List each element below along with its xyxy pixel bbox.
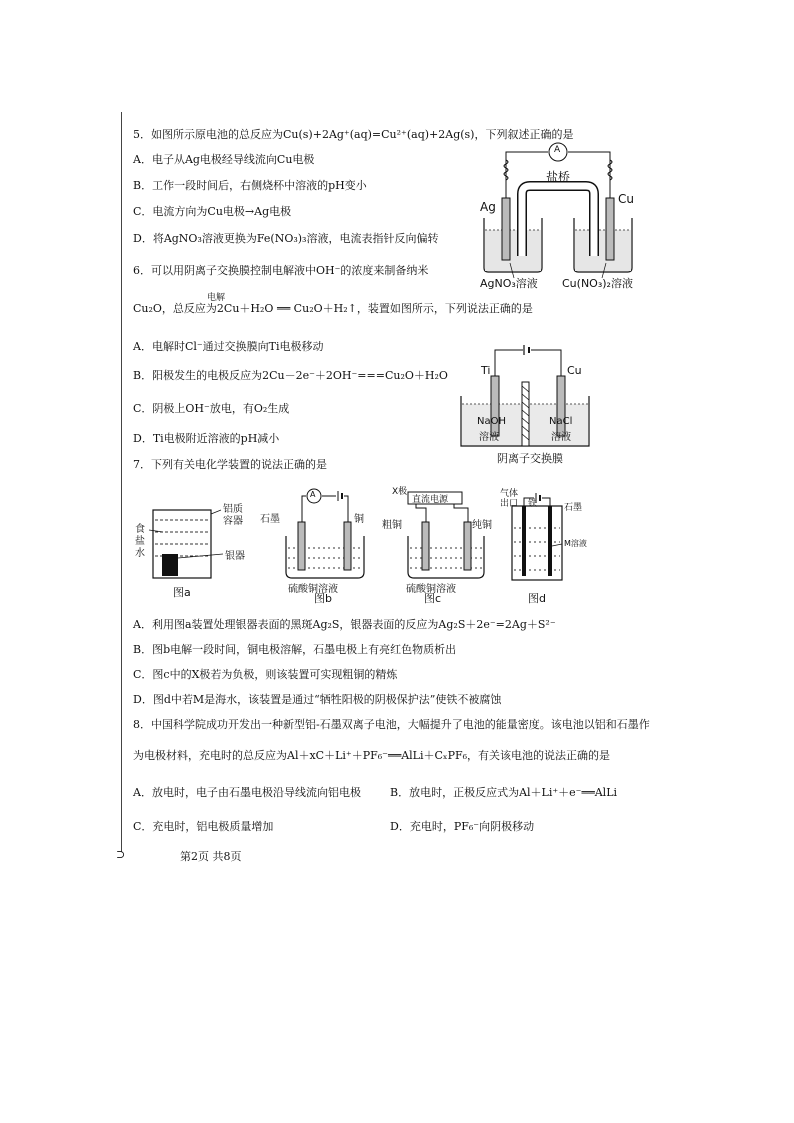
q5-ag-label: Ag — [480, 200, 496, 214]
q7-figure-d — [498, 486, 598, 604]
q5-option-a: A．电子从Ag电极经导线流向Cu电极 — [133, 153, 315, 166]
q7d-gas-label-1: 气体 — [500, 489, 519, 499]
q7a-container-label-1: 铝质 — [223, 504, 243, 515]
q7c-x-pole-label: X极 — [392, 487, 408, 497]
q5-salt-bridge-label: 盐桥 — [546, 170, 571, 184]
q6-ti-label: Ti — [481, 364, 491, 377]
q7c-pure-copper-label: 纯铜 — [472, 520, 492, 531]
q7a-caption: 图a — [173, 586, 191, 599]
q7-figure-a — [133, 492, 258, 602]
q8-option-d: D．充电时，PF₆⁻向阴极移动 — [390, 820, 535, 833]
q7d-iron-label: 铁 — [528, 499, 538, 509]
q7a-silver-label: 银器 — [225, 551, 245, 562]
q8-option-b: B．放电时，正极反应式为Al＋Li⁺＋e⁻══AlLi — [390, 786, 618, 799]
q6-electrolysis-diagram — [455, 342, 595, 472]
q7b-ammeter-label: A — [310, 490, 316, 499]
q7b-solution-label: 硫酸铜溶液 — [288, 584, 338, 595]
q7d-solution-label: M溶液 — [564, 539, 587, 548]
q7d-gas-label-2: 出口 — [500, 499, 519, 509]
q7c-crude-copper-label: 粗铜 — [382, 520, 402, 531]
page-number: 第2页 共8页 — [180, 850, 242, 863]
q6-naoh-label: NaOH — [477, 416, 506, 427]
q7c-solution-label: 硫酸铜溶液 — [406, 584, 456, 595]
q8-option-a: A．放电时，电子由石墨电极沿导线流向铝电极 — [133, 786, 361, 799]
q6-option-a: A．电解时Cl⁻通过交换膜向Ti电极移动 — [133, 340, 324, 353]
q6-membrane-label: 阴离子交换膜 — [497, 452, 563, 465]
q6-nacl-label: NaCl — [549, 416, 573, 427]
q5-cuno32-label: Cu(NO₃)₂溶液 — [562, 277, 633, 290]
q7c-power-label: 直流电源 — [412, 495, 449, 505]
q7b-copper-label: 铜 — [354, 514, 364, 525]
q5-option-b: B．工作一段时间后，右侧烧杯中溶液的pH变小 — [133, 179, 367, 192]
q8-option-c: C．充电时，铝电极质量增加 — [133, 820, 274, 833]
q7d-graphite-label: 石墨 — [564, 503, 583, 513]
binding-margin-line — [121, 112, 122, 852]
q5-ammeter-label: A — [554, 145, 561, 155]
q5-option-d: D．将AgNO₃溶液更换为Fe(NO₃)₃溶液，电流表指针反向偏转 — [133, 232, 439, 245]
q6-stem-1: 6．可以用阴离子交换膜控制电解液中OH⁻的浓度来制备纳米 — [133, 264, 429, 277]
q7-option-d: D．图d中若M是海水，该装置是通过“牺牲阳极的阴极保护法”使铁不被腐蚀 — [133, 693, 502, 706]
q7-stem: 7．下列有关电化学装置的说法正确的是 — [133, 458, 327, 471]
q7-figure-c — [378, 486, 498, 604]
q7d-caption: 图d — [528, 592, 546, 605]
q6-cu-label: Cu — [567, 364, 582, 377]
q7a-container-label-2: 容器 — [223, 516, 243, 527]
q6-naoh-solution-label: 溶液 — [479, 432, 499, 443]
q5-cu-label: Cu — [618, 192, 634, 206]
q7-option-b: B．图b电解一段时间，铜电极溶解，石墨电极上有亮红色物质析出 — [133, 643, 457, 656]
q6-option-c: C．阴极上OH⁻放电，有O₂生成 — [133, 402, 290, 415]
q5-option-c: C．电流方向为Cu电极→Ag电极 — [133, 205, 292, 218]
q7-option-a: A．利用图a装置处理银器表面的黑斑Ag₂S，银器表面的反应为Ag₂S＋2e⁻=2Ag＋S²⁻ — [133, 618, 556, 631]
q6-condition: 电解 — [207, 293, 226, 303]
q7-option-c: C．图c中的X极若为负极，则该装置可实现粗铜的精炼 — [133, 668, 398, 681]
q7b-caption: 图b — [314, 592, 332, 605]
q6-option-d: D．Ti电极附近溶液的pH减小 — [133, 432, 280, 445]
q6-option-b: B．阳极发生的电极反应为2Cu－2e⁻＋2OH⁻===Cu₂O＋H₂O — [133, 369, 448, 382]
q8-stem-2: 为电极材料，充电时的总反应为Al＋xC＋Li⁺＋PF₆⁻══AlLi＋CₓPF₆，有关该电池的说法正确的是 — [133, 749, 611, 762]
q7c-caption: 图c — [424, 592, 442, 605]
q7a-salt-char-2: 盐 — [135, 536, 145, 547]
q6-nacl-solution-label: 溶液 — [551, 432, 571, 443]
q5-agno3-label: AgNO₃溶液 — [480, 277, 538, 290]
q7-figure-b — [258, 486, 368, 604]
q7b-graphite-label: 石墨 — [260, 514, 280, 525]
q8-stem-1: 8．中国科学院成功开发出一种新型铝-石墨双离子电池，大幅提升了电池的能量密度。该电池以铝和石墨作 — [133, 718, 650, 731]
footer-mark: ⊃ — [116, 848, 126, 861]
q5-stem: 5．如图所示原电池的总反应为Cu(s)+2Ag⁺(aq)=Cu²⁺(aq)+2Ag(s)，下列叙述正确的是 — [133, 128, 574, 141]
q5-galvanic-cell-diagram — [470, 138, 650, 288]
q6-stem-2: Cu₂O，总反应为2Cu＋H₂O ══ Cu₂O＋H₂↑，装置如图所示，下列说法正确的是 — [133, 302, 533, 315]
q7a-salt-char-3: 水 — [135, 548, 145, 559]
q7a-salt-char-1: 食 — [135, 524, 145, 535]
